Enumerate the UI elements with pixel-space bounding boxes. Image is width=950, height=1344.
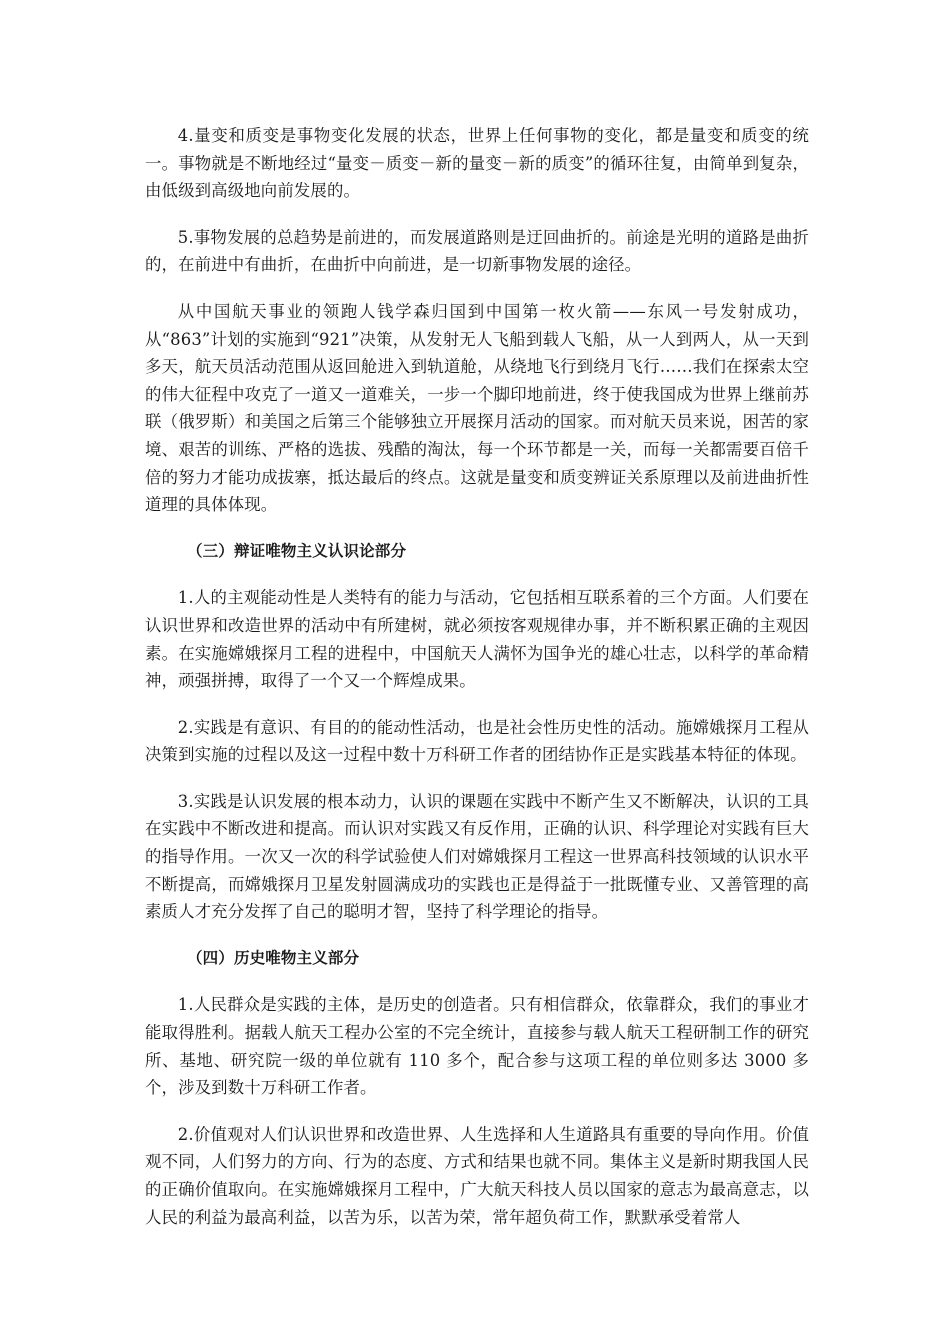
- paragraph-quantitative-qualitative-change: 4.量变和质变是事物变化发展的状态，世界上任何事物的变化，都是量变和质变的统一。事物就是不断地经过“量变－质变－新的量变－新的质变”的循环往复，由简单到复杂，由低级到高级地向前发展的。: [145, 126, 809, 201]
- paragraph-aerospace-history: 从中国航天事业的领跑人钱学森归国到中国第一枚火箭——东风一号发射成功，从“863”计划的实施到“921”决策，从发射无人飞船到载人飞船，从一人到两人，从一天到多天，航天员活动范围从返回舱进入到轨道舱，从绕地飞行到绕月飞行……我们在探索太空的伟大征程中攻克了一道又一道难关，一步一个脚印地前进，终于使我国成为世界上继前苏联（俄罗斯）和美国之后第三个能够独立开展探月活动的国家。而对航天员来说，困苦的家境、艰苦的训练、严格的选拔、残酷的淘汰，每一个环节都是一关，而每一关都需要百倍千倍的努力才能功成拔寨，抵达最后的终点。这就是量变和质变辨证关系原理以及前进曲折性道理的具体体现。: [145, 301, 809, 515]
- section-heading-epistemology: （三）辩证唯物主义认识论部分: [187, 541, 407, 560]
- paragraph-practice-cognition: 3.实践是认识发展的根本动力，认识的课题在实践中不断产生又不断解决，认识的工具在实践中不断改进和提高。而认识对实践又有反作用，正确的认识、科学理论对实践有巨大的指导作用。一次又一次的科学试验使人们对嫦娥探月工程这一世界高科技领域的认识水平不断提高，而嫦娥探月卫星发射圆满成功的实践也正是得益于一批既懂专业、又善管理的高素质人才充分发挥了自己的聪明才智，坚持了科学理论的指导。: [145, 791, 809, 922]
- paragraph-masses-creators: 1.人民群众是实践的主体，是历史的创造者。只有相信群众，依靠群众，我们的事业才能取得胜利。据载人航天工程办公室的不完全统计，直接参与载人航天工程研制工作的研究所、基地、研究院一级的单位就有 110 多个，配合参与这项工程的单位则多达 3000 多个，涉及到数十万科研工作者。: [145, 995, 809, 1098]
- paragraph-practice-features: 2.实践是有意识、有目的的能动性活动，也是社会性历史性的活动。施嫦娥探月工程从决策到实施的过程以及这一过程中数十万科研工作者的团结协作正是实践基本特征的体现。: [145, 717, 809, 765]
- paragraph-values-guidance: 2.价值观对人们认识世界和改造世界、人生选择和人生道路具有重要的导向作用。价值观不同，人们努力的方向、行为的态度、方式和结果也就不同。集体主义是新时期我国人民的正确价值取向。在实施嫦娥探月工程中，广大航天科技人员以国家的意志为最高意志，以人民的利益为最高利益，以苦为乐，以苦为荣，常年超负荷工作，默默承受着常人: [145, 1124, 809, 1227]
- paragraph-development-trend: 5.事物发展的总趋势是前进的，而发展道路则是迂回曲折的。前途是光明的道路是曲折的，在前进中有曲折，在曲折中向前进，是一切新事物发展的途径。: [145, 227, 809, 275]
- section-heading-historical-materialism: （四）历史唯物主义部分: [187, 948, 360, 967]
- document-page: [145, 122, 809, 1250]
- paragraph-subjective-initiative: 1.人的主观能动性是人类特有的能力与活动，它包括相互联系着的三个方面。人们要在认识世界和改造世界的活动中有所建树，就必须按客观规律办事，并不断积累正确的主观因素。在实施嫦娥探月工程的进程中，中国航天人满怀为国争光的雄心壮志，以科学的革命精神，顽强拼搏，取得了一个又一个辉煌成果。: [145, 588, 809, 691]
